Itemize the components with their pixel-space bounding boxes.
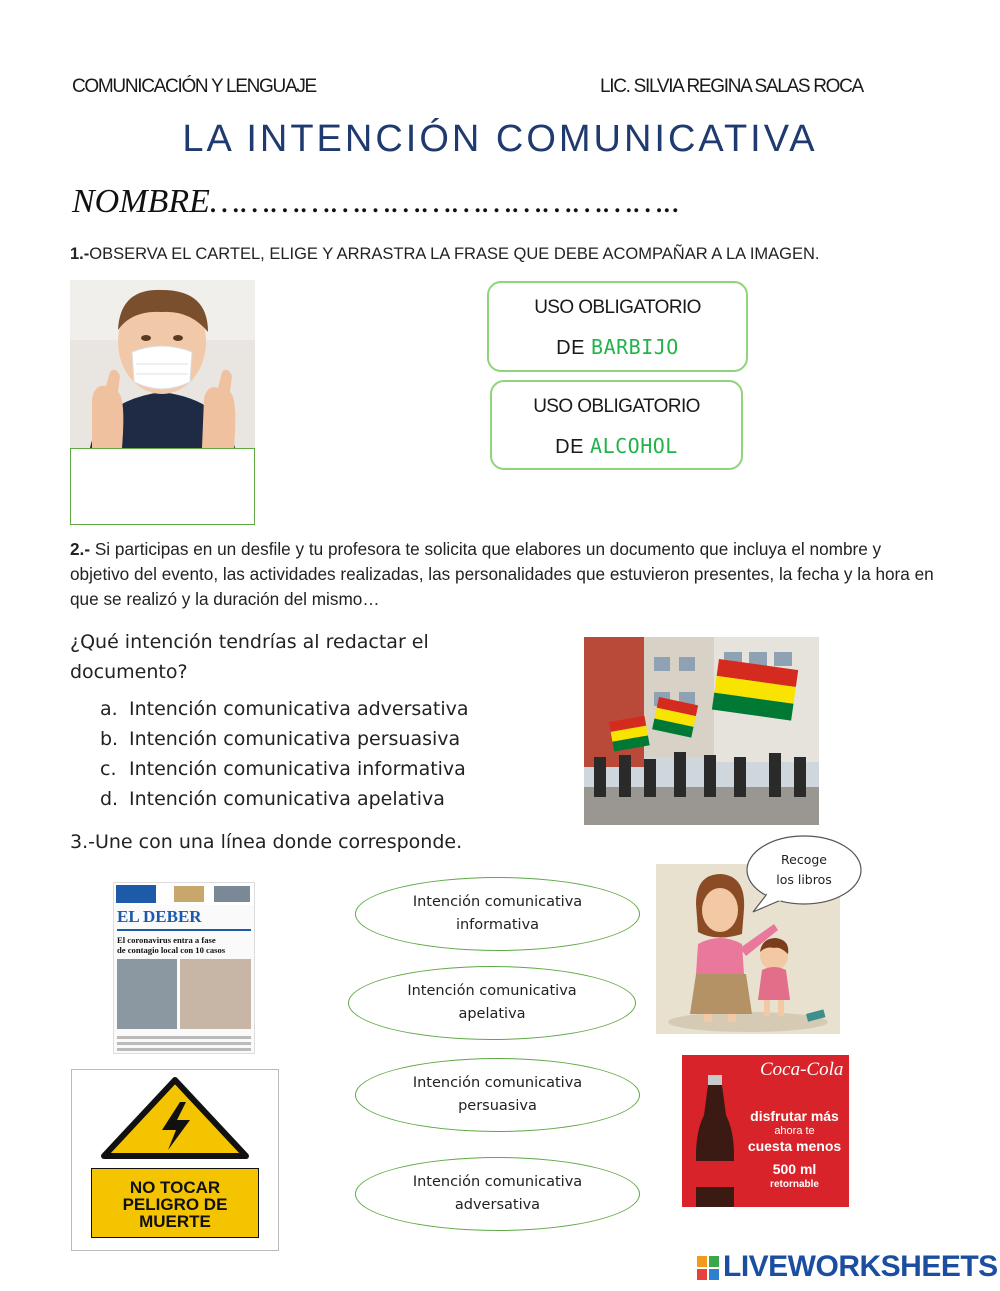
ellipse-adversativa-line1: Intención comunicativa — [412, 1174, 583, 1190]
warning-line-3: MUERTE — [139, 1212, 211, 1231]
question-2-number: 2.- — [70, 539, 91, 559]
option-barbijo-prefix: DE — [556, 337, 585, 359]
option-barbijo-line2 — [489, 335, 746, 360]
liveworksheets-brand[interactable]: LIVEWORKSHEETS — [723, 1250, 998, 1283]
coke-bottle-icon — [686, 1075, 744, 1207]
ellipse-persuasiva-line1: Intención comunicativa — [412, 1075, 583, 1091]
question-1-text: OBSERVA EL CARTEL, ELIGE Y ARRASTRA LA FRASE QUE DEBE ACOMPAÑAR A LA IMAGEN. — [89, 245, 820, 263]
option-alcohol-line2 — [492, 434, 741, 459]
newspaper-masthead: EL DEBER — [117, 907, 202, 926]
option-d-text: Intención comunicativa apelativa — [129, 788, 445, 810]
boy-with-mask-photo — [70, 280, 255, 448]
liveworksheets-logo-icon — [697, 1256, 719, 1280]
ellipse-informativa-line1: Intención comunicativa — [412, 894, 583, 910]
coca-cola-ad-image — [682, 1055, 849, 1207]
ellipse-adversativa[interactable] — [355, 1157, 640, 1231]
parade-flags-photo — [584, 637, 819, 825]
coke-ad-line1: disfrutar más — [750, 1108, 839, 1124]
teacher-header: LIC. SILVIA REGINA SALAS ROCA — [600, 76, 863, 97]
electric-hazard-icon — [100, 1076, 250, 1160]
page-title: LA INTENCIÓN COMUNICATIVA — [182, 118, 818, 160]
warning-sign — [71, 1069, 279, 1251]
speech-bubble — [745, 834, 863, 906]
coke-ad-line4: 500 ml — [772, 1161, 817, 1177]
option-b[interactable] — [100, 728, 469, 758]
option-alcohol-line1: USO OBLIGATORIO — [533, 396, 700, 417]
option-alcohol-word: ALCOHOL — [590, 434, 678, 458]
option-alcohol[interactable] — [490, 380, 743, 470]
ellipse-persuasiva-line2: persuasiva — [458, 1098, 537, 1114]
speech-bubble-line1: Recoge — [781, 852, 827, 867]
coke-ad-line5: retornable — [770, 1179, 819, 1190]
option-barbijo-word: BARBIJO — [591, 335, 679, 359]
ellipse-persuasiva[interactable] — [355, 1058, 640, 1132]
warning-line-1: NO TOCAR — [129, 1178, 221, 1197]
option-b-letter: b. — [100, 728, 119, 750]
option-barbijo[interactable] — [487, 281, 748, 372]
ellipse-informativa[interactable] — [355, 877, 640, 951]
question-2-prompt-line1: ¿Qué intención tendrías al redactar el — [70, 631, 429, 653]
option-c-text: Intención comunicativa informativa — [129, 758, 466, 780]
ellipse-apelativa[interactable] — [348, 966, 636, 1040]
option-d-letter: d. — [100, 788, 119, 810]
option-c[interactable] — [100, 758, 469, 788]
newspaper-headline-2: de contagio local con 10 casos — [117, 945, 226, 955]
answer-drop-zone[interactable] — [70, 448, 255, 525]
coke-ad-line2: ahora te — [774, 1125, 815, 1137]
question-1 — [70, 245, 820, 264]
question-2-prompt — [70, 627, 429, 687]
ellipse-adversativa-line2: adversativa — [454, 1197, 541, 1213]
coca-cola-logo: Coca-Cola — [760, 1059, 844, 1080]
subject-header: COMUNICACIÓN Y LENGUAJE — [72, 76, 316, 97]
speech-bubble-line2: los libros — [776, 872, 832, 887]
option-c-letter: c. — [100, 758, 117, 780]
option-alcohol-prefix: DE — [555, 436, 584, 458]
option-b-text: Intención comunicativa persuasiva — [129, 728, 461, 750]
newspaper-headline-1: El coronavirus entra a fase — [117, 935, 216, 945]
ellipse-informativa-line2: informativa — [455, 917, 540, 933]
option-a-letter: a. — [100, 698, 118, 720]
name-line: NOMBRE……………………………………….. — [72, 183, 681, 220]
question-2-prompt-line2: documento? — [70, 661, 188, 683]
option-d[interactable] — [100, 788, 469, 818]
newspaper-image — [113, 882, 255, 1054]
option-a-text: Intención comunicativa adversativa — [129, 698, 469, 720]
option-a[interactable] — [100, 698, 469, 728]
question-2 — [70, 537, 940, 612]
coke-ad-line3: cuesta menos — [747, 1138, 842, 1154]
question-2-text: Si participas en un desfile y tu profesora te solicita que elabores un documento que incluya el nombre y objetivo del evento, las actividades realizadas, las personalidades que estuvieron presentes, la fecha y la hora en que se realizó y la duración del mismo… — [70, 539, 934, 609]
warning-line-2: PELIGRO DE — [122, 1195, 228, 1214]
question-2-options — [100, 698, 469, 818]
question-3: 3.-Une con una línea donde corresponde. — [70, 831, 463, 853]
ellipse-apelativa-line2: apelativa — [458, 1006, 526, 1022]
ellipse-apelativa-line1: Intención comunicativa — [407, 983, 577, 999]
option-barbijo-line1: USO OBLIGATORIO — [534, 297, 701, 318]
question-1-number: 1.- — [70, 245, 90, 263]
